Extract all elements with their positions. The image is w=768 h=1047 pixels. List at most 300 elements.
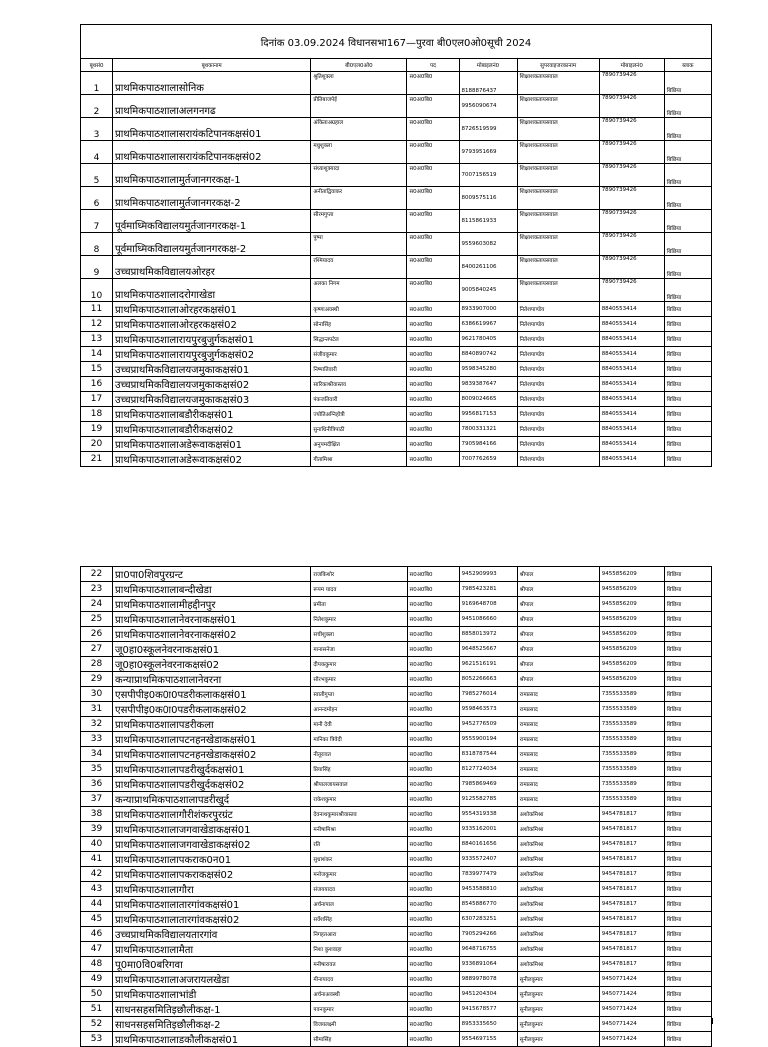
booth-name-cell: उच्चप्राथमिकविद्यालयजमुकाकक्षसं01 <box>113 362 311 377</box>
supervisor-cell: नितेशपाण्डेय <box>517 437 599 452</box>
mobile-cell: 9005840245 <box>459 279 517 302</box>
block-cell: बिछिया <box>664 452 711 467</box>
blo-name-cell: सचीशुक्ला <box>311 627 407 642</box>
block-cell: बिछिया <box>664 95 711 118</box>
supervisor-cell: अशोकमिश्रा <box>517 807 599 822</box>
blo-name-cell: सारिकाश्रीवास्तव <box>311 377 407 392</box>
post-cell: स0अ0बि0 <box>407 187 459 210</box>
mobile-cell: 9555900194 <box>459 732 517 747</box>
table-row <box>81 1032 712 1047</box>
blo-name-cell: संध्याशुक्यादा <box>311 164 407 187</box>
block-cell: बिछिया <box>664 567 711 582</box>
blo-name-cell: रति <box>311 837 407 852</box>
block-cell: बिछिया <box>664 332 711 347</box>
supervisor-cell: श्रीपाल <box>517 597 599 612</box>
block-cell: बिछिया <box>664 582 711 597</box>
table-row <box>81 362 712 377</box>
blo-name-cell: सिद्धान्तपटेल <box>311 332 407 347</box>
supervisor-mobile-cell: 9454781817 <box>599 927 664 942</box>
supervisor-cell: नितेशपाण्डेय <box>517 362 599 377</box>
booth-number-cell: 2 <box>81 95 113 118</box>
post-cell: स0अ0बि0 <box>407 882 459 897</box>
booth-name-cell: प्राथमिकपाठशालारायपुरबुजुर्गकक्षसं01 <box>113 332 311 347</box>
blo-name-cell: अंकिताअग्रहाल <box>311 118 407 141</box>
blo-name-cell: मनीषारावत <box>311 957 407 972</box>
table-row <box>81 1002 712 1017</box>
mobile-cell: 9554319338 <box>459 807 517 822</box>
booth-name-cell: प्राथमिकपाठशालाजगवाखेडाकक्षसं02 <box>113 837 311 852</box>
blo-name-cell: पवनकुमार <box>311 1002 407 1017</box>
supervisor-cell: अशोकमिश्रा <box>517 837 599 852</box>
post-cell: स0अ0बि0 <box>407 377 459 392</box>
booth-number-cell: 17 <box>81 392 113 407</box>
table-row <box>81 452 712 467</box>
supervisor-mobile-cell: 9450771424 <box>599 1002 664 1017</box>
blo-name-cell: रश्मियादव <box>311 256 407 279</box>
post-cell: स0अ0बि0 <box>407 912 459 927</box>
supervisor-mobile-cell: 9455856209 <box>599 672 664 687</box>
supervisor-mobile-cell: 8840553414 <box>599 437 664 452</box>
booth-name-cell: प्राथमिकपाठशालामीहद्दीनपुर <box>113 597 311 612</box>
booth-number-cell: 36 <box>81 777 113 792</box>
block-cell: बिछिया <box>664 392 711 407</box>
block-cell: बिछिया <box>664 407 711 422</box>
post-cell: स0अ0बि0 <box>407 72 459 95</box>
blo-name-cell: मनीषामिश्रा <box>311 822 407 837</box>
booth-number-cell: 13 <box>81 332 113 347</box>
table-row <box>81 597 712 612</box>
table-row <box>81 377 712 392</box>
blo-name-cell: राकेशकुमार <box>311 792 407 807</box>
booth-name-cell: प्रा0पा0शिवपुरग्रन्ट <box>113 567 311 582</box>
supervisor-mobile-cell: 9454781817 <box>599 942 664 957</box>
booth-number-cell: 45 <box>81 912 113 927</box>
table-row <box>81 852 712 867</box>
table-row <box>81 392 712 407</box>
table-row <box>81 95 712 118</box>
block-cell: बिछिया <box>664 717 711 732</box>
block-cell: बिछिया <box>664 422 711 437</box>
block-cell: बिछिया <box>664 837 711 852</box>
table-row <box>81 627 712 642</box>
table-row <box>81 407 712 422</box>
post-cell: स0अ0बि0 <box>407 302 459 317</box>
table-row <box>81 1017 712 1032</box>
mobile-cell: 9648525667 <box>459 642 517 657</box>
post-cell: स0अ0बि0 <box>407 747 459 762</box>
post-cell: स0अ0बि0 <box>407 407 459 422</box>
supervisor-cell: नितेशपाण्डेय <box>517 302 599 317</box>
booth-name-cell: प्राथमिकपाठशालामैता <box>113 942 311 957</box>
blo-name-cell: मानासनेजा <box>311 642 407 657</box>
post-cell: स0अ0बि0 <box>407 867 459 882</box>
post-cell: स0अ0बि0 <box>407 897 459 912</box>
block-cell: बिछिया <box>664 347 711 362</box>
mobile-cell: 7800331321 <box>459 422 517 437</box>
blo-name-cell: नितेशकुमार <box>311 612 407 627</box>
supervisor-cell: शिक्षाशकतायसवाल <box>517 210 599 233</box>
supervisor-mobile-cell: 7355533589 <box>599 717 664 732</box>
table-row <box>81 347 712 362</box>
supervisor-mobile-cell: 7890739426 <box>599 72 664 95</box>
booth-number-cell: 41 <box>81 852 113 867</box>
supervisor-mobile-cell: 8840553414 <box>599 392 664 407</box>
blo-name-cell: मनोजकुमार <box>311 867 407 882</box>
block-cell: बिछिया <box>664 377 711 392</box>
booth-number-cell: 37 <box>81 792 113 807</box>
booth-name-cell: कन्याप्राथमिकपाठशालापडरीखुर्द <box>113 792 311 807</box>
mobile-cell: 9125582785 <box>459 792 517 807</box>
table-row <box>81 233 712 256</box>
supervisor-mobile-cell: 7890739426 <box>599 164 664 187</box>
supervisor-cell: अशोकमिश्रा <box>517 927 599 942</box>
booth-number-cell: 27 <box>81 642 113 657</box>
post-cell: स0अ0बि0 <box>407 597 459 612</box>
booth-name-cell: प्राथमिकपाठशालाअडेरूवाकक्षसं02 <box>113 452 311 467</box>
table-row <box>81 807 712 822</box>
supervisor-mobile-cell: 7355533589 <box>599 687 664 702</box>
booth-number-cell: 9 <box>81 256 113 279</box>
table-row <box>81 279 712 302</box>
post-cell: स0अ0बि0 <box>407 657 459 672</box>
supervisor-mobile-cell: 8840553414 <box>599 377 664 392</box>
mobile-cell: 7985423281 <box>459 582 517 597</box>
post-cell: स0अ0बि0 <box>407 972 459 987</box>
blo-name-cell: संजययादव <box>311 882 407 897</box>
block-cell: बिछिया <box>664 942 711 957</box>
booth-name-cell: प्राथमिकपाठशालापकराकक्षसं02 <box>113 867 311 882</box>
header-supervisor: सुपरवाइजरकानाम <box>517 59 599 72</box>
blo-name-cell: सौरभकुमार <box>311 672 407 687</box>
booth-number-cell: 20 <box>81 437 113 452</box>
supervisor-mobile-cell: 8840553414 <box>599 302 664 317</box>
supervisor-cell: रामप्रसाद <box>517 717 599 732</box>
table-body-top <box>81 72 712 467</box>
block-cell: बिछिया <box>664 927 711 942</box>
table-row <box>81 437 712 452</box>
booth-name-cell: प्राथमिकपाठशालाअजरायलखेडा <box>113 972 311 987</box>
booth-name-cell: प्राथमिकपाठशालापडरीकला <box>113 717 311 732</box>
blo-name-cell: अलका निगम <box>311 279 407 302</box>
block-cell: बिछिया <box>664 702 711 717</box>
supervisor-mobile-cell: 9455856209 <box>599 582 664 597</box>
blo-name-cell: सर्वेशसिंह <box>311 912 407 927</box>
booth-number-cell: 6 <box>81 187 113 210</box>
block-cell: बिछिया <box>664 233 711 256</box>
table-row <box>81 702 712 717</box>
mobile-cell: 9453588810 <box>459 882 517 897</box>
supervisor-cell: नितेशपाण्डेय <box>517 347 599 362</box>
booth-name-cell: प्राथमिकपाठशालापटनहनखेडाकक्षसं02 <box>113 747 311 762</box>
booth-number-cell: 31 <box>81 702 113 717</box>
mobile-cell: 8009575116 <box>459 187 517 210</box>
table-body-bottom <box>81 567 712 1047</box>
table-row <box>81 210 712 233</box>
booth-name-cell: पूर्वमाध्मिकविद्यालयमुर्तजानगरकक्ष-2 <box>113 233 311 256</box>
mobile-cell: 9554697155 <box>459 1032 517 1047</box>
blo-name-cell: सोनासिंह <box>311 317 407 332</box>
table-row <box>81 942 712 957</box>
booth-name-cell: प्राथमिकपाठशालामुर्तजानगरकक्ष-2 <box>113 187 311 210</box>
post-cell: स0अ0बि0 <box>407 732 459 747</box>
booth-number-cell: 49 <box>81 972 113 987</box>
block-cell: बिछिया <box>664 362 711 377</box>
post-cell: स0अ0बि0 <box>407 233 459 256</box>
supervisor-mobile-cell: 8840553414 <box>599 452 664 467</box>
booth-name-cell: साधनसहसमितिइछौलीकक्ष-2 <box>113 1017 311 1032</box>
supervisor-mobile-cell: 7890739426 <box>599 279 664 302</box>
blo-name-cell: पंकजतिवारी <box>311 392 407 407</box>
booth-number-cell: 16 <box>81 377 113 392</box>
supervisor-mobile-cell: 9455856209 <box>599 597 664 612</box>
booth-number-cell: 14 <box>81 347 113 362</box>
supervisor-cell: रामप्रसाद <box>517 747 599 762</box>
block-cell: बिछिया <box>664 256 711 279</box>
booth-name-cell: प्राथमिकपाठशालातारगांवकक्षसं01 <box>113 897 311 912</box>
table-row <box>81 256 712 279</box>
booth-number-cell: 40 <box>81 837 113 852</box>
booth-number-cell: 30 <box>81 687 113 702</box>
mobile-cell: 8400261106 <box>459 256 517 279</box>
booth-name-cell: एसपीपीइ0क0ा0पडरीकलाकक्षसं02 <box>113 702 311 717</box>
blo-name-cell: प्रियासिंह <box>311 762 407 777</box>
booth-number-cell: 28 <box>81 657 113 672</box>
block-cell: बिछिया <box>664 852 711 867</box>
mobile-cell: 9648716755 <box>459 942 517 957</box>
block-cell: बिछिया <box>664 957 711 972</box>
mobile-cell: 7985869469 <box>459 777 517 792</box>
booth-name-cell: उच्चप्राथमिकविद्यालयतारगांव <box>113 927 311 942</box>
post-cell: स0अ0बि0 <box>407 279 459 302</box>
mobile-cell: 8840890742 <box>459 347 517 362</box>
mobile-cell: 8052266663 <box>459 672 517 687</box>
blo-name-cell: अर्चनापाल <box>311 897 407 912</box>
supervisor-mobile-cell: 7355533589 <box>599 777 664 792</box>
booth-name-cell: प्राथमिकपाठशालाबन्दीखेडा <box>113 582 311 597</box>
block-cell: बिछिया <box>664 672 711 687</box>
mobile-cell: 9452776509 <box>459 717 517 732</box>
booth-number-cell: 25 <box>81 612 113 627</box>
booth-number-cell: 12 <box>81 317 113 332</box>
table-row <box>81 747 712 762</box>
supervisor-mobile-cell: 8840553414 <box>599 332 664 347</box>
mobile-cell: 9839387647 <box>459 377 517 392</box>
table-row <box>81 164 712 187</box>
booth-name-cell: प्राथमिकपाठशालाबडौरीकक्षसं01 <box>113 407 311 422</box>
table-row <box>81 72 712 95</box>
supervisor-cell: सुनीलकुमार <box>517 1017 599 1032</box>
supervisor-cell: अशोकमिश्रा <box>517 867 599 882</box>
block-cell: बिछिया <box>664 897 711 912</box>
block-cell: बिछिया <box>664 657 711 672</box>
post-cell: स0अ0बि0 <box>407 567 459 582</box>
booth-number-cell: 23 <box>81 582 113 597</box>
booth-number-cell: 47 <box>81 942 113 957</box>
table-row <box>81 867 712 882</box>
booth-number-cell: 52 <box>81 1017 113 1032</box>
mobile-cell: 9415678577 <box>459 1002 517 1017</box>
supervisor-cell: नितेशपाण्डेय <box>517 452 599 467</box>
mobile-cell: 9598463573 <box>459 702 517 717</box>
blo-name-cell: स्वातीगुप्ता <box>311 687 407 702</box>
booth-name-cell: पूर्वमाध्मिकविद्यालयमुर्तजानगरकक्ष-1 <box>113 210 311 233</box>
mobile-cell: 7839977479 <box>459 867 517 882</box>
supervisor-cell: अशोकमिश्रा <box>517 852 599 867</box>
table-row <box>81 972 712 987</box>
booth-name-cell: साधनसहसमितिइछौलीकक्ष-1 <box>113 1002 311 1017</box>
post-cell: स0अ0बि0 <box>407 1032 459 1047</box>
booth-name-cell: प्राथमिकपाठशालापडरीखुर्दकक्षसं02 <box>113 777 311 792</box>
table-continuation-rule <box>712 1018 713 1024</box>
supervisor-cell: रामप्रसाद <box>517 687 599 702</box>
booth-number-cell: 39 <box>81 822 113 837</box>
mobile-cell: 8840161656 <box>459 837 517 852</box>
mobile-cell: 9621516191 <box>459 657 517 672</box>
blo-name-cell: आनन्दमोहन <box>311 702 407 717</box>
blo-name-cell: ज्योतिअग्निहोत्री <box>311 407 407 422</box>
post-cell: स0अ0बि0 <box>407 942 459 957</box>
supervisor-cell: अशोकमिश्रा <box>517 882 599 897</box>
booth-name-cell: प्राथमिकपाठशालासरायंकटिपानकक्षसं02 <box>113 141 311 164</box>
table-row <box>81 672 712 687</box>
block-cell: बिछिया <box>664 437 711 452</box>
blo-name-cell: मीनायादव <box>311 972 407 987</box>
supervisor-cell: शिक्षाशकतायसवाल <box>517 118 599 141</box>
supervisor-cell: अशोकमिश्रा <box>517 897 599 912</box>
supervisor-mobile-cell: 8840553414 <box>599 347 664 362</box>
booth-name-cell: प्राथमिकपाठशालाभांडी <box>113 987 311 1002</box>
header-supervisor-mobile: मोबाइलनं0 <box>599 59 664 72</box>
post-cell: स0अ0बि0 <box>407 612 459 627</box>
supervisor-mobile-cell: 9454781817 <box>599 912 664 927</box>
mobile-cell: 9793951669 <box>459 141 517 164</box>
booth-name-cell: प्राथमिकपाठशालातारगांवकक्षसं02 <box>113 912 311 927</box>
table-row <box>81 912 712 927</box>
booth-number-cell: 53 <box>81 1032 113 1047</box>
header-booth-name: बूथकानाम <box>113 59 311 72</box>
post-cell: स0अ0बि0 <box>407 927 459 942</box>
booth-name-cell: उच्चप्राथमिकविद्यालयजमुकाकक्षसं03 <box>113 392 311 407</box>
table-row <box>81 332 712 347</box>
supervisor-cell: शिक्षाशकतायसवाल <box>517 233 599 256</box>
block-cell: बिछिया <box>664 118 711 141</box>
table-row <box>81 187 712 210</box>
supervisor-cell: शिक्षाशकतायसवाल <box>517 164 599 187</box>
blo-name-cell: नीतूरावत <box>311 747 407 762</box>
table-row <box>81 687 712 702</box>
table-row <box>81 582 712 597</box>
mobile-cell: 9621780405 <box>459 332 517 347</box>
block-cell: बिछिया <box>664 822 711 837</box>
booth-name-cell: कन्याप्राथमिकपाठशालानेवरना <box>113 672 311 687</box>
header-blo: बी0एल0ओ0 <box>311 59 407 72</box>
table-row <box>81 567 712 582</box>
booth-name-cell: जू0हा0स्कूलनेवरनाकक्षसं02 <box>113 657 311 672</box>
mobile-cell: 8318787544 <box>459 747 517 762</box>
booth-name-cell: प्राथमिकपाठशालामुर्तजानगरकक्ष-1 <box>113 164 311 187</box>
booth-name-cell: प्राथमिकपाठशालासोनिक <box>113 72 311 95</box>
mobile-cell: 8127724034 <box>459 762 517 777</box>
table-row <box>81 612 712 627</box>
supervisor-cell: शिक्षाशकतायसवाल <box>517 279 599 302</box>
supervisor-cell: रामप्रसाद <box>517 762 599 777</box>
booth-number-cell: 51 <box>81 1002 113 1017</box>
booth-name-cell: प्राथमिकपाठशालागौरा <box>113 882 311 897</box>
mobile-cell: 7905294266 <box>459 927 517 942</box>
blo-name-cell: सीमासिंह <box>311 1032 407 1047</box>
table-row <box>81 657 712 672</box>
post-cell: स0अ0बि0 <box>407 642 459 657</box>
supervisor-cell: नितेशपाण्डेय <box>517 422 599 437</box>
mobile-cell: 8545886770 <box>459 897 517 912</box>
post-cell: स0अ0बि0 <box>407 852 459 867</box>
block-cell: बिछिया <box>664 732 711 747</box>
mobile-cell: 6386619967 <box>459 317 517 332</box>
supervisor-cell: अशोकमिश्रा <box>517 912 599 927</box>
booth-number-cell: 43 <box>81 882 113 897</box>
column-header-row <box>81 59 712 72</box>
blo-name-cell: सुधाशंकर <box>311 852 407 867</box>
supervisor-mobile-cell: 7890739426 <box>599 95 664 118</box>
supervisor-mobile-cell: 9454781817 <box>599 852 664 867</box>
booth-number-cell: 18 <box>81 407 113 422</box>
supervisor-cell: रामप्रसाद <box>517 732 599 747</box>
booth-number-cell: 35 <box>81 762 113 777</box>
header-mobile: मोबाइलनं0 <box>459 59 517 72</box>
blo-name-cell: श्रुतिशुक्ला <box>311 72 407 95</box>
block-cell: बिछिया <box>664 612 711 627</box>
supervisor-mobile-cell: 9455856209 <box>599 612 664 627</box>
supervisor-mobile-cell: 7890739426 <box>599 141 664 164</box>
blo-name-cell: प्रीतिबाजपेई <box>311 95 407 118</box>
booth-name-cell: प्राथमिकपाठशालागौरीशंकरपुरग्रंट <box>113 807 311 822</box>
block-cell: बिछिया <box>664 279 711 302</box>
mobile-cell: 8726519599 <box>459 118 517 141</box>
mobile-cell: 8188876437 <box>459 72 517 95</box>
blo-name-cell: पुष्पा <box>311 233 407 256</box>
post-cell: स0अ0बि0 <box>407 672 459 687</box>
supervisor-cell: नितेशपाण्डेय <box>517 332 599 347</box>
supervisor-mobile-cell: 7890739426 <box>599 187 664 210</box>
booth-name-cell: प्राथमिकपाठशालापटनहनखेडाकक्षसं01 <box>113 732 311 747</box>
post-cell: स0अ0बि0 <box>407 807 459 822</box>
booth-name-cell: एसपीपीइ0क0ा0पडरीकलाकक्षसं01 <box>113 687 311 702</box>
supervisor-cell: शिक्षाशकतायसवाल <box>517 141 599 164</box>
post-cell: स0अ0बि0 <box>407 164 459 187</box>
table-row <box>81 422 712 437</box>
mobile-cell: 6307283251 <box>459 912 517 927</box>
supervisor-cell: श्रीपाल <box>517 627 599 642</box>
booth-number-cell: 24 <box>81 597 113 612</box>
post-cell: स0अ0बि0 <box>407 347 459 362</box>
mobile-cell: 9598345280 <box>459 362 517 377</box>
mobile-cell: 9451086660 <box>459 612 517 627</box>
document-title: दिनांक 03.09.2024 विधानसभा167—पुरवा बी0एल0ओ0सूची 2024 <box>81 25 712 59</box>
booth-name-cell: उच्चप्राथमिकविद्यालयजमुकाकक्षसं02 <box>113 377 311 392</box>
block-cell: बिछिया <box>664 642 711 657</box>
mobile-cell: 9169648708 <box>459 597 517 612</box>
block-cell: बिछिया <box>664 187 711 210</box>
supervisor-cell: सुनीलकुमार <box>517 1032 599 1047</box>
table-row <box>81 141 712 164</box>
blo-name-cell: मधुशुक्ला <box>311 141 407 164</box>
mobile-cell: 8858013972 <box>459 627 517 642</box>
table-row <box>81 317 712 332</box>
table-row <box>81 717 712 732</box>
supervisor-mobile-cell: 7355533589 <box>599 732 664 747</box>
booth-name-cell: प्राथमिकपाठशालापडरीखुर्दकक्षसं01 <box>113 762 311 777</box>
mobile-cell: 8953335650 <box>459 1017 517 1032</box>
